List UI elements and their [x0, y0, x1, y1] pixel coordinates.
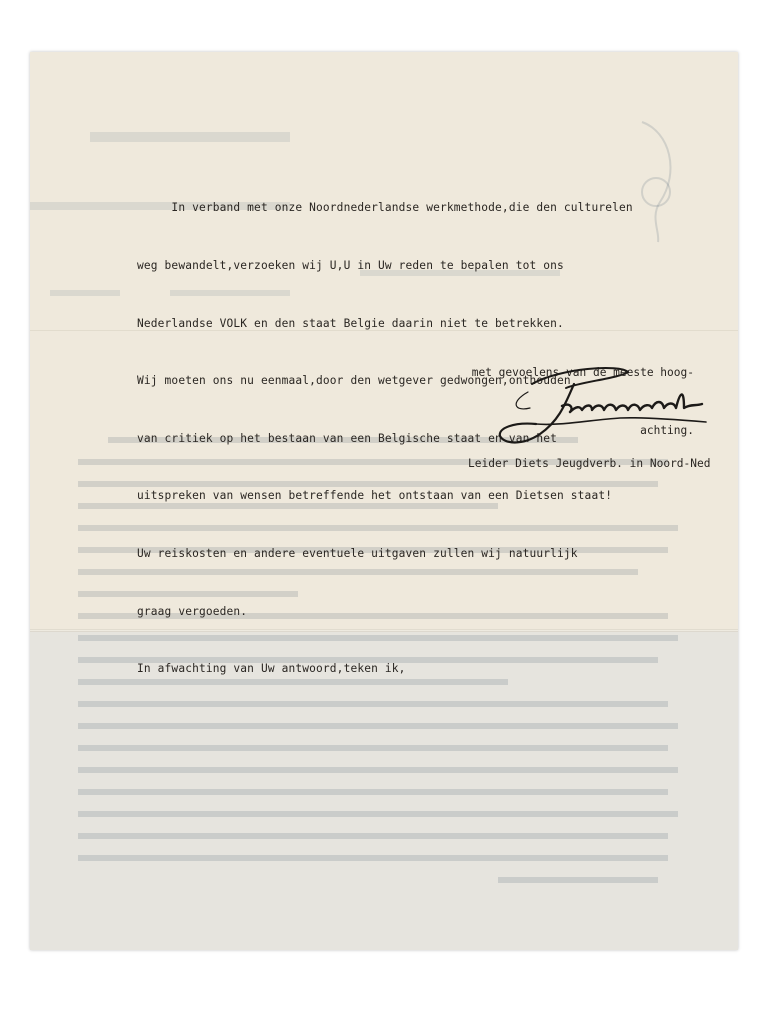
letter-sheet [30, 52, 738, 950]
closing-line: achting. [640, 424, 694, 438]
letter-body-line: Nederlandse VOLK en den staat Belgie daarin niet te betrekken. [137, 316, 564, 330]
letter-body-line: weg bewandelt,verzoeken wij U,U in Uw reden te bepalen tot ons [137, 259, 564, 273]
letter-body-line: uitspreken van wensen betreffende het ontstaan van een Dietsen staat! [137, 489, 613, 503]
handwritten-signature-icon [470, 362, 730, 454]
letter-body-line: Uw reiskosten en andere eventuele uitgaven zullen wij natuurlijk [137, 547, 578, 561]
closing-line: met gevoelens van de meeste hoog- [471, 366, 694, 380]
letter-body-line: Wij moeten ons nu eenmaal,door den wetgever gedwongen,onthouden [137, 374, 571, 388]
letter-body-line: In verband met onze Noordnederlandse werkmethode,die den culturelen [137, 201, 633, 215]
letter-body-line: graag vergoeden. [137, 604, 248, 618]
letter-body-line: In afwachting van Uw antwoord,teken ik, [137, 662, 406, 676]
signer-title: Leider Diets Jeugdverb. in Noord-Ned [468, 457, 711, 470]
letter-body-line: van critiek op het bestaan van een Belgische staat en van het [137, 431, 558, 445]
